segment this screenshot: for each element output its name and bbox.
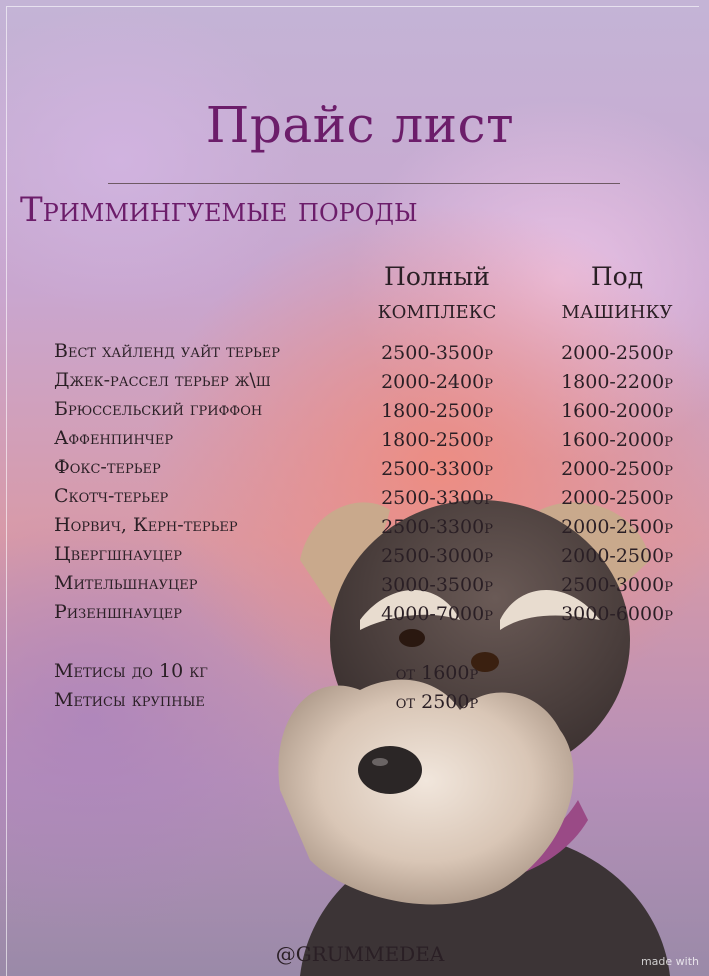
breed-name: Фокс-терьер <box>54 456 161 478</box>
price-full: 2500-3300р <box>381 516 493 538</box>
column-header-full <box>362 260 512 326</box>
price-full: 4000-7000р <box>381 603 493 625</box>
price-full: 3000-3500р <box>381 574 493 596</box>
column-header-full-line2: комплекс <box>377 295 497 324</box>
instagram-handle: @GRUMMEDEA <box>275 942 445 966</box>
price-full: 2500-3500р <box>381 342 493 364</box>
breed-name: Брюссельский гриффон <box>54 398 263 420</box>
price-full: 2500-3300р <box>381 487 493 509</box>
breed-name: Метисы крупные <box>54 689 205 711</box>
price-row <box>0 369 709 399</box>
price-clip: 2000-2500р <box>561 545 673 567</box>
breed-name: Джек-рассел терьер ж\ш <box>54 369 271 391</box>
mixed-breed-row <box>0 689 709 719</box>
price-clip: 2000-2500р <box>561 458 673 480</box>
price-full: 2500-3300р <box>381 458 493 480</box>
price-clip: 2000-2500р <box>561 516 673 538</box>
price-clip: 2500-3000р <box>561 574 673 596</box>
price-row <box>0 485 709 515</box>
price-row <box>0 427 709 457</box>
mixed-breed-row <box>0 660 709 690</box>
column-header-clip <box>542 260 692 326</box>
price-clip: 1800-2200р <box>561 371 673 393</box>
breed-name: Скотч-терьер <box>54 485 169 507</box>
section-subtitle: Триммингуемые породы <box>20 190 418 230</box>
breed-name: Норвич, Керн-терьер <box>54 514 238 536</box>
page-title: Прайс лист <box>205 96 515 154</box>
price-full: от 2500р <box>395 691 479 713</box>
price-full: 2500-3000р <box>381 545 493 567</box>
breed-name: Ризеншнауцер <box>54 601 183 623</box>
price-clip: 1600-2000р <box>561 400 673 422</box>
price-row <box>0 572 709 602</box>
column-header-full-line1: Полный <box>384 262 490 291</box>
watermark: made with <box>640 955 699 968</box>
price-row <box>0 601 709 631</box>
price-row <box>0 340 709 370</box>
price-full: 1800-2500р <box>381 429 493 451</box>
breed-name: Вест хайленд уайт терьер <box>54 340 281 362</box>
price-full: от 1600р <box>395 662 479 684</box>
price-clip: 3000-6000р <box>561 603 673 625</box>
price-row <box>0 543 709 573</box>
price-row <box>0 398 709 428</box>
price-clip: 1600-2000р <box>561 429 673 451</box>
title-divider <box>108 183 620 184</box>
price-row <box>0 456 709 486</box>
column-header-clip-line2: машинку <box>561 295 673 324</box>
price-full: 1800-2500р <box>381 400 493 422</box>
breed-name: Аффенпинчер <box>54 427 174 449</box>
column-header-clip-line1: Под <box>590 262 644 291</box>
breed-name: Мительшнауцер <box>54 572 198 594</box>
breed-name: Цвергшнауцер <box>54 543 182 565</box>
price-full: 2000-2400р <box>381 371 493 393</box>
price-clip: 2000-2500р <box>561 487 673 509</box>
breed-name: Метисы до 10 кг <box>54 660 208 682</box>
price-clip: 2000-2500р <box>561 342 673 364</box>
price-row <box>0 514 709 544</box>
